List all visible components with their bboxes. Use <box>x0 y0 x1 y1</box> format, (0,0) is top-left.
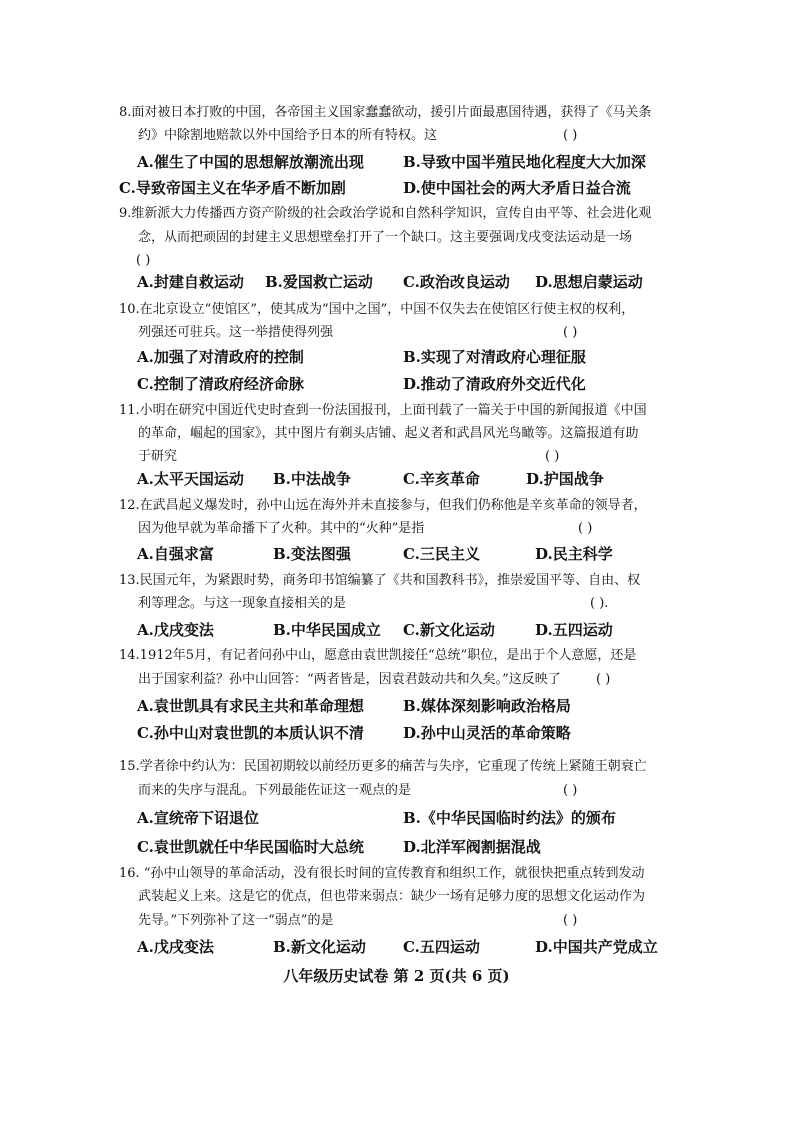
question-9-line-1: 9.维新派大力传播西方资产阶级的社会政治学说和自然科学知识，宣传自由平等、社会进化观 <box>119 206 652 221</box>
question-9-answer-paren: ( ) <box>136 253 151 268</box>
question-14-option-a: A.袁世凯具有求民主共和革命理想 <box>137 697 364 715</box>
question-9-option-d: D.思想启蒙运动 <box>535 273 643 291</box>
question-8-answer-paren: ( ) <box>563 128 578 143</box>
question-10-line-1: 10.在北京设立“使馆区”，使其成为“国中之国”，中国不仅失去在使馆区行使主权的权利， <box>119 302 635 317</box>
question-12-line-1: 12.在武昌起义爆发时，孙中山远在海外并未直接参与，但我们仍称他是辛亥革命的领导者， <box>119 498 647 513</box>
question-13-option-d: D.五四运动 <box>535 621 613 639</box>
question-8-option-b: B.导致中国半殖民地化程度大大加深 <box>403 153 646 171</box>
question-15-option-a: A.宣统帝下诏退位 <box>137 809 259 827</box>
question-8-line-2: 约》中除割地赔款以外中国给予日本的所有特权。这 <box>138 128 438 143</box>
question-11-line-1: 11.小明在研究中国近代史时查到一份法国报刊，上面刊载了一篇关于中国的新闻报道《中国 <box>119 403 647 418</box>
question-12-answer-paren: ( ) <box>578 521 593 536</box>
question-16-answer-paren: ( ) <box>563 913 578 928</box>
question-9-option-b: B.爱国救亡运动 <box>265 273 373 291</box>
question-9-option-a: A.封建自救运动 <box>137 273 244 291</box>
question-14-option-d: D.孙中山灵活的革命策略 <box>403 724 571 742</box>
question-16-option-c: C.五四运动 <box>403 938 480 956</box>
question-15-line-2: 而来的失序与混乱。下列最能佐证这一观点的是 <box>138 783 412 798</box>
question-13-line-2: 利等理念。与这一现象直接相关的是 <box>138 596 347 611</box>
question-10-option-c: C.控制了清政府经济命脉 <box>137 375 304 393</box>
question-10-option-d: D.推动了清政府外交近代化 <box>403 375 586 393</box>
question-11-option-a: A.太平天国运动 <box>137 470 244 488</box>
question-10-answer-paren: ( ) <box>563 325 578 340</box>
question-15-option-b: B.《中华民国临时约法》的颁布 <box>403 809 616 827</box>
question-8-option-c: C.导致帝国主义在华矛盾不断加剧 <box>119 179 346 197</box>
question-10-option-b: B.实现了对清政府心理征服 <box>403 348 586 366</box>
page-footer: 八年级历史试卷 第 2 页(共 6 页) <box>283 967 510 985</box>
question-13-option-c: C.新文化运动 <box>403 621 495 639</box>
question-11-option-c: C.辛亥革命 <box>403 470 480 488</box>
question-11-answer-paren: ( ) <box>545 449 560 464</box>
question-8-line-1: 8.面对被日本打败的中国，各帝国主义国家蠢蠢欲动，援引片面最惠国待遇，获得了《马关条 <box>119 105 652 120</box>
question-14-line-1: 14.1912年5月，有记者问孙中山，愿意由袁世凯接任“总统”职位，是出于个人意愿，还是 <box>119 648 637 663</box>
question-11-line-2: 的革命，崛起的国家》，其中图片有剃头店铺、起义者和武昌风光鸟瞰等。这篇报道有助 <box>138 426 639 441</box>
question-14-answer-paren: ( ) <box>596 672 611 687</box>
question-14-option-b: B.媒体深刻影响政治格局 <box>403 697 571 715</box>
question-11-option-b: B.中法战争 <box>273 470 351 488</box>
question-16-line-1: 16. “孙中山领导的革命活动，没有很长时间的宣传教育和组织工作，就很快把重点转到发动 <box>119 866 645 881</box>
question-16-option-a: A.戊戌变法 <box>137 938 214 956</box>
question-8-option-d: D.使中国社会的两大矛盾日益合流 <box>403 179 631 197</box>
question-11-option-d: D.护国战争 <box>526 470 604 488</box>
question-10-line-2: 列强还可驻兵。这一举措使得列强 <box>138 325 334 340</box>
question-8-option-a: A.催生了中国的思想解放潮流出现 <box>137 153 364 171</box>
question-9-line-2: 念，从而把顽固的封建主义思想壁垒打开了一个缺口。这主要强调戊戌变法运动是一场 <box>138 230 633 245</box>
question-12-option-b: B.变法图强 <box>273 545 351 563</box>
question-15-option-d: D.北洋军阀割据混战 <box>403 838 541 856</box>
question-15-answer-paren: ( ) <box>563 783 578 798</box>
question-13-answer-paren: ( ). <box>590 596 609 611</box>
question-16-option-b: B.新文化运动 <box>273 938 366 956</box>
question-16-line-2: 武装起义上来。这是它的优点，但也带来弱点：缺少一场有足够力度的思想文化运动作为 <box>138 889 646 904</box>
question-11-line-3: 于研究 <box>138 449 178 464</box>
question-10-option-a: A.加强了对清政府的控制 <box>137 348 304 366</box>
question-16-line-3: 先导。”下列弥补了这一“弱点”的是 <box>138 913 334 928</box>
question-14-option-c: C.孙中山对袁世凯的本质认识不清 <box>137 724 364 742</box>
question-13-line-1: 13.民国元年，为紧跟时势，商务印书馆编纂了《共和国教科书》，推崇爱国平等、自由、权 <box>119 573 641 588</box>
question-15-option-c: C.袁世凯就任中华民国临时大总统 <box>137 838 364 856</box>
question-15-line-1: 15.学者徐中约认为：民国初期较以前经历更多的痛苦与失序，它重现了传统上紧随王朝衰亡 <box>119 759 647 774</box>
question-13-option-a: A.戊戌变法 <box>137 621 214 639</box>
question-12-option-c: C.三民主义 <box>403 545 480 563</box>
question-12-line-2: 因为他早就为革命播下了火种。其中的“火种”是指 <box>138 521 425 536</box>
question-14-line-2: 出于国家利益？孙中山回答：“两者皆是，因袁君鼓动共和久矣。”这反映了 <box>138 672 561 687</box>
question-16-option-d: D.中国共产党成立 <box>535 938 658 956</box>
question-12-option-a: A.自强求富 <box>137 545 214 563</box>
question-12-option-d: D.民主科学 <box>535 545 613 563</box>
question-9-option-c: C.政治改良运动 <box>403 273 510 291</box>
question-13-option-b: B.中华民国成立 <box>273 621 381 639</box>
